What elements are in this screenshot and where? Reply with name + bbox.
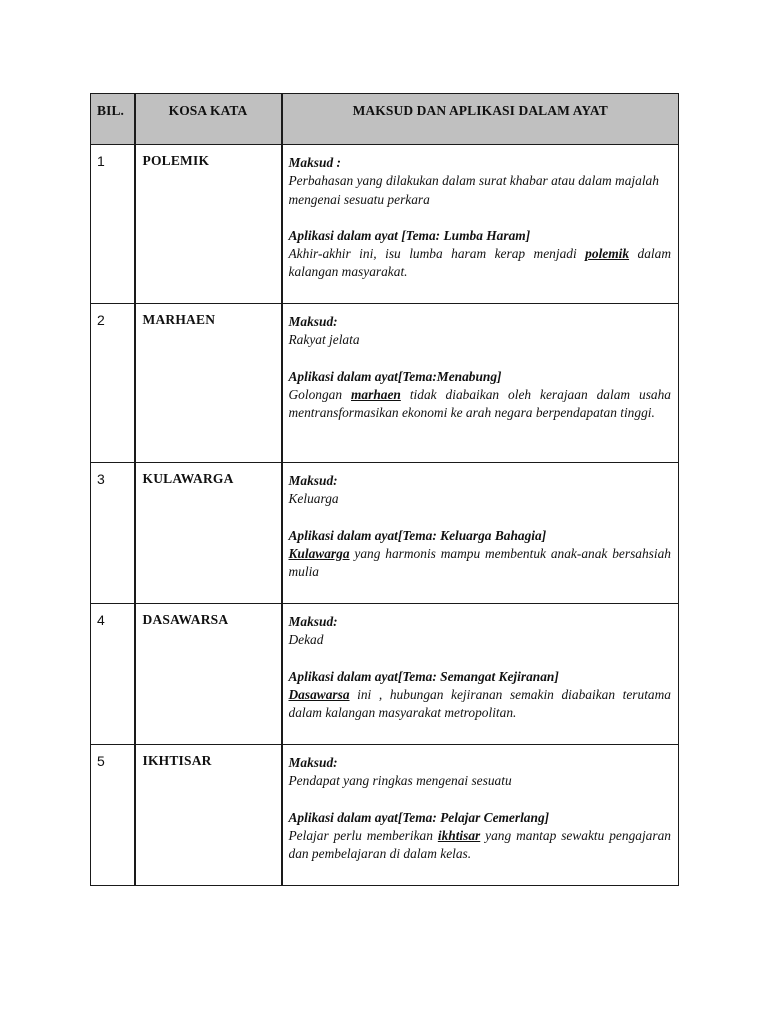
- table-row: [91, 604, 679, 745]
- example-sentence: [289, 545, 672, 582]
- vocab-word: IKHTISAR: [135, 745, 282, 886]
- maksud-text: Dekad: [288, 632, 324, 648]
- row-number: 4: [91, 604, 135, 745]
- maksud-label: Maksud :: [288, 155, 341, 170]
- example-sentence: [289, 386, 672, 423]
- application-label: Aplikasi dalam ayat [Tema: Lumba Haram]: [288, 227, 531, 243]
- example-sentence: [289, 827, 672, 864]
- table-row: [91, 145, 679, 304]
- vocab-word: KULAWARGA: [135, 463, 282, 604]
- vocab-word: DASAWARSA: [135, 604, 282, 745]
- row-number: 1: [91, 145, 135, 304]
- keyword: ikhtisar: [437, 827, 481, 843]
- maksud-label: Maksud:: [288, 314, 338, 329]
- sentence-after: dalam kalangan masyarakat.: [288, 246, 672, 280]
- sentence-before: Pelajar perlu memberikan: [288, 827, 438, 843]
- keyword: Dasawarsa: [288, 686, 350, 702]
- example-sentence: [289, 245, 672, 282]
- vocab-word: MARHAEN: [135, 304, 282, 463]
- sentence-after: yang mantap sewaktu pengajaran dan pembelajaran di dalam kelas.: [288, 827, 671, 862]
- sentence-after: yang harmonis mampu membentuk anak-anak bersahsiah mulia: [288, 545, 671, 580]
- table-row: [91, 304, 679, 463]
- maksud-text: Rakyat jelata: [288, 332, 360, 348]
- application-label: Aplikasi dalam ayat[Tema: Semangat Kejiranan]: [288, 668, 559, 684]
- maksud-text: Pendapat yang ringkas mengenai sesuatu: [288, 773, 512, 789]
- maksud-text: Keluarga: [288, 491, 339, 507]
- table-header: [91, 94, 679, 145]
- meaning-cell: [282, 604, 679, 745]
- sentence-before: Akhir-akhir ini, isu lumba haram kerap menjadi: [288, 246, 586, 262]
- meaning-cell: [282, 145, 679, 304]
- sentence-after: ini , hubungan kejiranan semakin diabaikan terutama dalam kalangan masyarakat metropolitan.: [288, 686, 671, 721]
- vocab-word: POLEMIK: [135, 145, 282, 304]
- row-number: 5: [91, 745, 135, 886]
- application-label: Aplikasi dalam ayat[Tema: Keluarga Bahagia]: [288, 527, 547, 543]
- row-number: 3: [91, 463, 135, 604]
- keyword: Kulawarga: [288, 545, 350, 561]
- application-label: Aplikasi dalam ayat[Tema:Menabung]: [288, 368, 502, 384]
- header-kosa-kata: KOSA KATA: [135, 94, 282, 145]
- sentence-after: tidak diabaikan oleh kerajaan dalam usaha mentransformasikan ekonomi ke arah negara berpendapatan tinggi.: [288, 386, 671, 421]
- maksud-label: Maksud:: [288, 473, 338, 488]
- header-row: [91, 94, 679, 145]
- table-body: [91, 145, 679, 886]
- maksud-label: Maksud:: [288, 614, 338, 629]
- meaning-cell: [282, 463, 679, 604]
- meaning-cell: [282, 304, 679, 463]
- header-bil: BIL.: [91, 94, 135, 145]
- maksud-label: Maksud:: [288, 755, 338, 770]
- application-label: Aplikasi dalam ayat[Tema: Pelajar Cemerlang]: [288, 809, 550, 825]
- table-row: [91, 745, 679, 886]
- maksud-text: Perbahasan yang dilakukan dalam surat khabar atau dalam majalah mengenai sesuatu perkara: [288, 173, 659, 207]
- row-number: 2: [91, 304, 135, 463]
- header-maksud-aplikasi: MAKSUD DAN APLIKASI DALAM AYAT: [282, 94, 679, 145]
- keyword: polemik: [585, 246, 630, 262]
- vocabulary-table: [90, 93, 679, 886]
- table-row: [91, 463, 679, 604]
- example-sentence: [289, 686, 672, 723]
- meaning-cell: [282, 745, 679, 886]
- sentence-before: Golongan: [288, 386, 352, 402]
- keyword: marhaen: [351, 386, 401, 402]
